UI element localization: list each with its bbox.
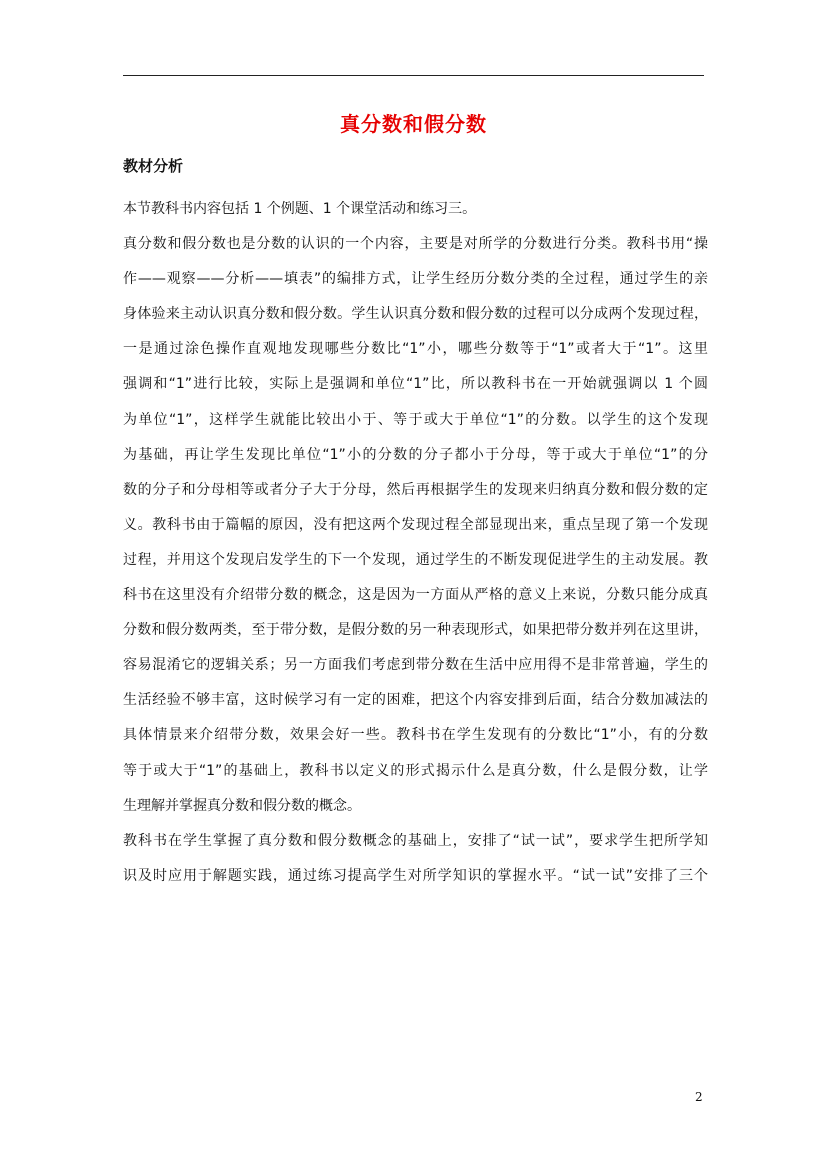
document-title: 真分数和假分数: [340, 112, 487, 136]
header-rule: [123, 75, 704, 76]
text-line: 义。教科书由于篇幅的原因，没有把这两个发现过程全部显现出来，重点呈现了第一个发现: [123, 516, 708, 533]
body-text: [123, 192, 708, 894]
text-line: 身体验来主动认识真分数和假分数。学生认识真分数和假分数的过程可以分成两个发现过程，: [123, 306, 708, 323]
text-line: 科书在这里没有介绍带分数的概念，这是因为一方面从严格的意义上来说，分数只能分成真: [123, 587, 708, 604]
text-line: 生活经验不够丰富，这时候学习有一定的困难，把这个内容安排到后面，结合分数加减法的: [123, 692, 708, 709]
text-line: 容易混淆它的逻辑关系；另一方面我们考虑到带分数在生活中应用得不是非常普遍，学生的: [123, 657, 708, 674]
text-line: 过程，并用这个发现启发学生的下一个发现，通过学生的不断发现促进学生的主动发展。教: [123, 551, 708, 568]
text-line: 一是通过涂色操作直观地发现哪些分数比“1”小，哪些分数等于“1”或者大于“1”。这里: [123, 341, 708, 358]
text-line: 具体情景来介绍带分数，效果会好一些。教科书在学生发现有的分数比“1”小，有的分数: [123, 727, 708, 744]
section-heading: 教材分析: [123, 157, 184, 175]
text-line: 本节教科书内容包括 1 个例题、1 个课堂活动和练习三。: [123, 201, 477, 217]
text-line: 为基础，再让学生发现比单位“1”小的分数的分子都小于分母，等于或大于单位“1”的分: [123, 446, 708, 463]
text-line: 数的分子和分母相等或者分子大于分母，然后再根据学生的发现来归纳真分数和假分数的定: [123, 481, 708, 498]
page-number: 2: [695, 1090, 703, 1104]
text-line: 强调和“1”进行比较，实际上是强调和单位“1”比，所以教科书在一开始就强调以 1 个圆: [123, 376, 708, 393]
text-line: 为单位“1”，这样学生就能比较出小于、等于或大于单位“1”的分数。以学生的这个发现: [123, 411, 708, 428]
text-line: 生理解并掌握真分数和假分数的概念。: [123, 797, 361, 814]
text-line: 识及时应用于解题实践，通过练习提高学生对所学知识的掌握水平。“试一试”安排了三个: [123, 867, 708, 884]
text-line: 作——观察——分析——填表”的编排方式，让学生经历分数分类的全过程，通过学生的亲: [123, 271, 708, 288]
text-line: 教科书在学生掌握了真分数和假分数概念的基础上，安排了“试一试”，要求学生把所学知: [123, 832, 708, 849]
text-line: 分数和假分数两类，至于带分数，是假分数的另一种表现形式，如果把带分数并列在这里讲，: [123, 622, 708, 639]
text-line: 真分数和假分数也是分数的认识的一个内容，主要是对所学的分数进行分类。教科书用“操: [123, 236, 708, 253]
text-line: 等于或大于“1”的基础上，教科书以定义的形式揭示什么是真分数，什么是假分数，让学: [123, 762, 708, 779]
